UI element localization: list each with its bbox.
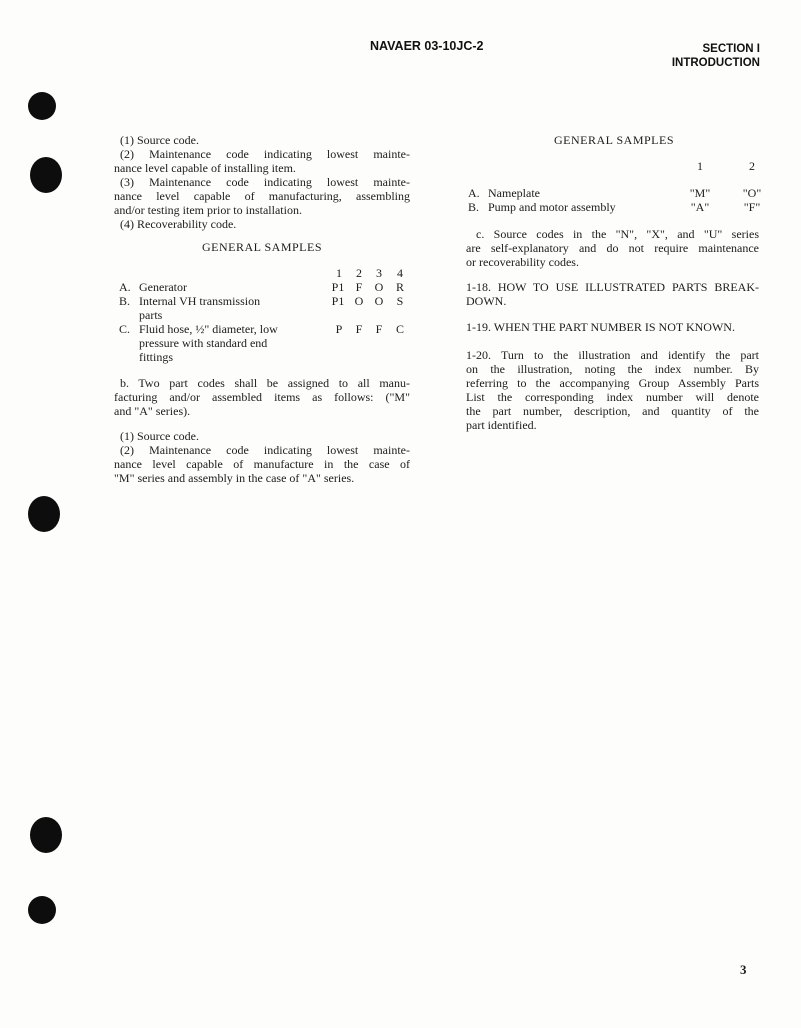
paragraph-line: are self-explanatory and do not require maintenance <box>466 241 759 255</box>
list-item: (3) Maintenance code indicating lowest mainte- <box>120 175 410 189</box>
column-header: 2 <box>356 266 362 280</box>
heading-1-19: 1-19. WHEN THE PART NUMBER IS NOT KNOWN. <box>466 320 735 334</box>
page-number: 3 <box>740 962 747 977</box>
heading-1-18 <box>466 280 759 308</box>
heading-line: 1-18. HOW TO USE ILLUSTRATED PARTS BREAK- <box>466 280 759 294</box>
list-item: (1) Source code. <box>120 133 199 147</box>
column-header: 2 <box>749 159 755 173</box>
column-header: 4 <box>397 266 403 280</box>
sample-name: pressure with standard end <box>139 336 268 350</box>
sample-name: Generator <box>139 280 187 294</box>
sample-code: O <box>354 294 364 308</box>
paragraph-line: facturing and/or assembled items as follows: ("M" <box>114 390 410 404</box>
paragraph-line: the part number, description, and quantity of the <box>466 404 759 418</box>
sample-name: Nameplate <box>488 186 540 200</box>
sample-letter: B. <box>468 200 480 214</box>
column-header: 1 <box>336 266 342 280</box>
sample-name: fittings <box>139 350 174 364</box>
sample-name: Fluid hose, ½" diameter, low <box>139 322 278 336</box>
sample-code: R <box>395 280 404 294</box>
list-item: (1) Source code. <box>120 429 199 443</box>
sample-code: F <box>355 280 363 294</box>
binder-hole <box>30 157 62 193</box>
binder-hole <box>30 817 62 853</box>
sample-code: P1 <box>331 294 345 308</box>
samples-table-right <box>466 159 766 219</box>
samples-table-left <box>114 266 414 366</box>
samples-title-left: GENERAL SAMPLES <box>201 240 323 254</box>
sample-letter: A. <box>119 280 131 294</box>
samples-title-right: GENERAL SAMPLES <box>553 133 675 147</box>
sample-code: S <box>396 294 404 308</box>
section-label: SECTION I <box>702 43 760 55</box>
sample-code: P <box>335 322 343 336</box>
paragraph-b <box>114 376 410 418</box>
binder-hole <box>28 896 56 924</box>
paragraph-line: and "A" series). <box>114 404 191 418</box>
paragraph-line: or recoverability codes. <box>466 255 579 269</box>
list-item: nance level capable of manufacture in the case of <box>114 457 410 471</box>
list-item: nance level capable of installing item. <box>114 161 296 175</box>
paragraph-1-20 <box>466 348 759 432</box>
sample-code: O <box>374 294 384 308</box>
code-list-b <box>114 429 410 485</box>
paragraph-c <box>466 227 759 269</box>
sample-name: Pump and motor assembly <box>488 200 616 214</box>
sample-letter: B. <box>119 294 131 308</box>
column-header: 1 <box>697 159 703 173</box>
list-item: (4) Recoverability code. <box>120 217 237 231</box>
list-item: nance level capable of manufacturing, assembling <box>114 189 410 203</box>
sample-code: "F" <box>743 200 761 214</box>
sample-name: parts <box>139 308 163 322</box>
section-title: INTRODUCTION <box>671 57 760 69</box>
binder-hole <box>28 92 56 120</box>
sample-code: "A" <box>690 200 710 214</box>
code-list-a <box>114 133 410 231</box>
list-item: (2) Maintenance code indicating lowest mainte- <box>120 147 410 161</box>
sample-code: P1 <box>331 280 345 294</box>
document-number: NAVAER 03-10JC-2 <box>370 39 484 53</box>
list-item: (2) Maintenance code indicating lowest mainte- <box>120 443 410 457</box>
binder-hole <box>28 496 60 532</box>
sample-name: Internal VH transmission <box>139 294 261 308</box>
paragraph-line: 1-20. Turn to the illustration and identify the part <box>466 348 759 362</box>
sample-code: "M" <box>689 186 711 200</box>
sample-letter: C. <box>119 322 131 336</box>
paragraph-line: on the illustration, noting the index number. By <box>466 362 759 376</box>
list-item: "M" series and assembly in the case of "A" series. <box>114 471 355 485</box>
sample-code: "O" <box>742 186 762 200</box>
sample-letter: A. <box>468 186 480 200</box>
paragraph-line: List the corresponding index number will denote <box>466 390 759 404</box>
column-header: 3 <box>376 266 382 280</box>
sample-code: C <box>395 322 404 336</box>
list-item: and/or testing item prior to installation. <box>114 203 302 217</box>
paragraph-line: c. Source codes in the "N", "X", and "U" series <box>476 227 759 241</box>
paragraph-line: part identified. <box>466 418 537 432</box>
sample-code: F <box>375 322 383 336</box>
heading-line: DOWN. <box>466 294 507 308</box>
sample-code: O <box>374 280 384 294</box>
paragraph-line: b. Two part codes shall be assigned to all manu- <box>120 376 410 390</box>
paragraph-line: referring to the accompanying Group Assembly Parts <box>466 376 759 390</box>
sample-code: F <box>355 322 363 336</box>
